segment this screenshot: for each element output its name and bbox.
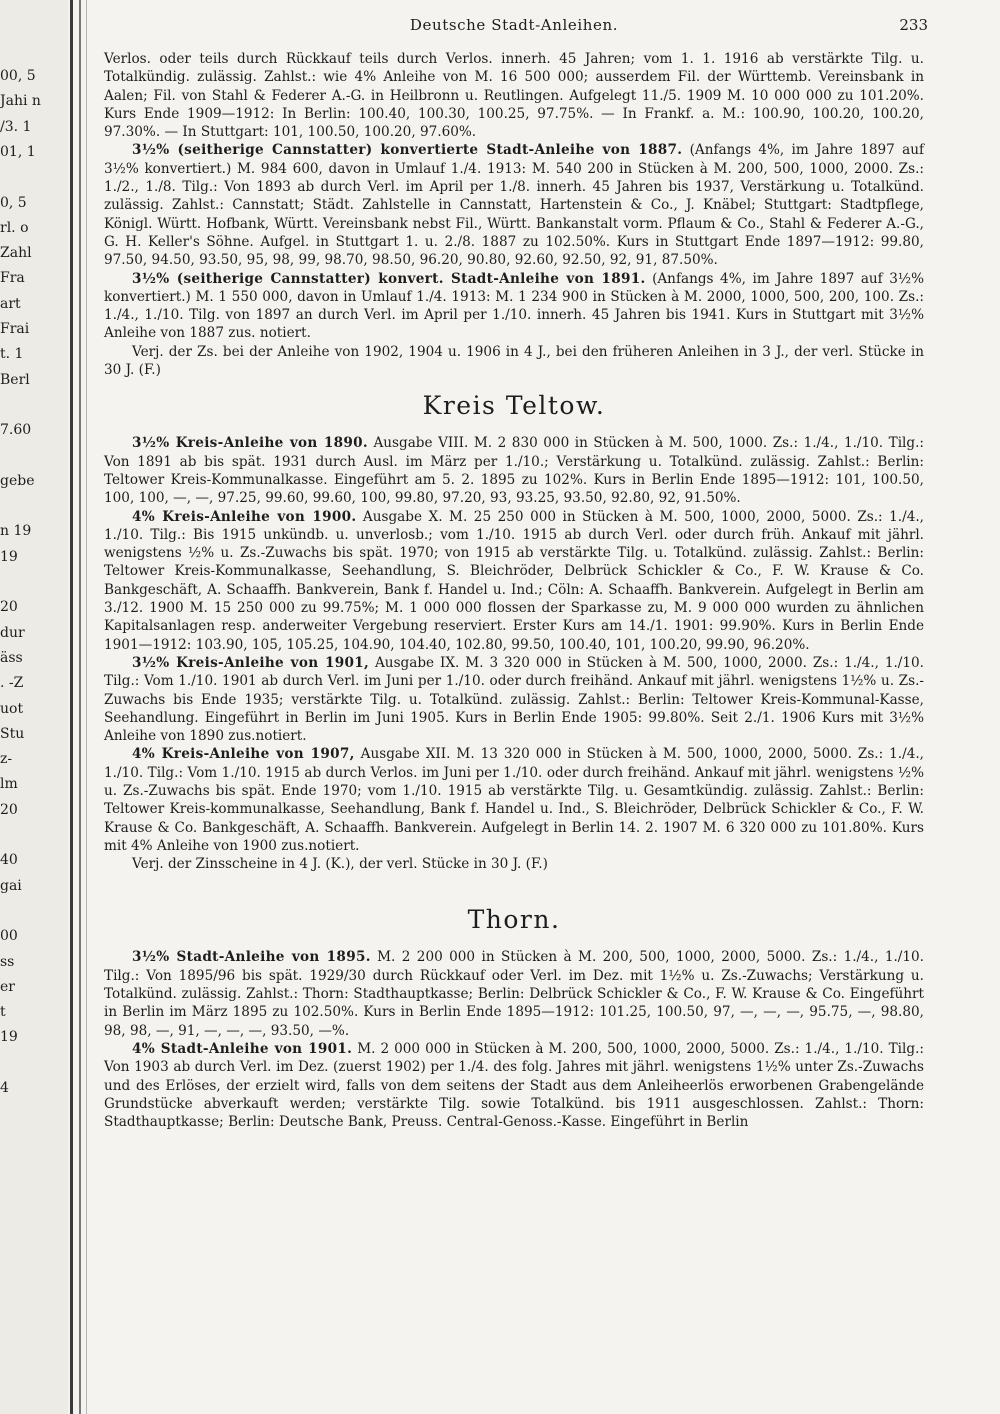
gutter-fragment: Jahi n <box>0 93 41 110</box>
gutter-fragment: dur <box>0 624 25 641</box>
gutter-fragment: . -Z <box>0 675 24 692</box>
stuttgart-entry-continued: Verlos. oder teils durch Rückkauf teils durch Verlos. innerh. 45 Jahren; vom 1. 1. 1916 ab verstärkte Tilg. u. Totalkündig. zulässig. Zahlst.: wie 4% Anleihe von M. 16 500 000; ausserdem Fil. der Württemb. Vereinsbank in Aalen; Fil. von Stahl & Federer A.-G. in Heilbronn u. Reutlingen. Aufgelegt 11./5. 1909 M. 10 000 000 zu 101.20%. Kurs Ende 1909—1912: In Berlin: 100.40, 100.30, 100.25, 97.75%. — In Frankf. a. M.: 100.90, 100.20, 100.20, 97.30%. — In Stuttgart: 101, 100.50, 100.20, 97.60%. <box>104 51 924 141</box>
gutter-fragment: gebe <box>0 472 35 489</box>
stuttgart-limitation-note: Verj. der Zs. bei der Anleihe von 1902, 1904 u. 1906 in 4 J., bei den früheren Anleihen in 3 J., der verl. Stücke in 30 J. (F.) <box>104 343 924 379</box>
teltow-loan-1907 <box>104 745 924 855</box>
binding-spine-shadow <box>70 0 73 1414</box>
gutter-fragment: 01, 1 <box>0 143 36 160</box>
gutter-fragment: Berl <box>0 371 30 388</box>
document-page <box>104 16 928 1131</box>
loan-title: 3½% Stadt-Anleihe von 1895. <box>132 949 371 966</box>
binding-spine-line <box>79 0 81 1414</box>
page-number: 233 <box>899 16 928 34</box>
loan-body: M. 2 000 000 in Stücken à M. 200, 500, 1000, 2000, 5000. Zs.: 1./4., 1./10. Tilg.: Von 1903 ab durch Verl. im Dez. (zuerst 1902) per 1./4. des folg. Jahres mit jährl. wenigstens 1½% unter Zs.-Zuwachs und des Erlöses, der erzielt wird, falls von dem seitens der Stadt aus dem Anleiheerlös erworbenen Grabengelände Grundstücke abverkauft werden; verstärkte Tilg. sowie Totalkünd. bis 1911 ausgeschlossen. Zahlst.: Thorn: Stadthauptkasse; Berlin: Deutsche Bank, Preuss. Central-Genoss.-Kasse. Eingeführt in Berlin <box>104 1040 924 1131</box>
gutter-fragment: Fra <box>0 270 25 287</box>
gutter-fragment: Frai <box>0 321 30 337</box>
gutter-fragment: /3. 1 <box>0 118 32 135</box>
gutter-fragment: 19 <box>0 548 18 565</box>
loan-body: (Anfangs 4%, im Jahre 1897 auf 3½% konvertiert.) M. 1 550 000, davon in Umlauf 1./4. 1913: M. 1 234 900 in Stücken à M. 2000, 1000, 500, 200, 100. Zs.: 1./4., 1./10. Tilg. von 1897 an durch Verl. im April per 1./10. innerh. 45 Jahren bis 1941. Kurs in Stuttgart mit 3½% Anleihe von 1887 zus. notiert. <box>104 270 924 342</box>
gutter-fragment: z- <box>0 751 13 768</box>
gutter-fragment: uot <box>0 700 24 717</box>
page-header <box>104 16 928 50</box>
loan-title: 3½% (seitherige Cannstatter) konvertierte Stadt-Anleihe von 1887. <box>132 142 683 159</box>
thorn-loan-1895 <box>104 948 924 1039</box>
gutter-fragment: 7.60 <box>0 422 32 439</box>
section-heading-thorn: Thorn. <box>467 905 561 935</box>
loan-body: Ausgabe VIII. M. 2 830 000 in Stücken à M. 500, 1000. Zs.: 1./4., 1./10. Tilg.: Von 1891 ab bis spät. 1931 durch Ausl. im März per 1./10.; Verstärkung u. Totalkünd. zulässig. Zahlst.: Berlin: Teltower Kreis-Kommunalkasse. Eingeführt am 5. 2. 1895 zu 102%. Kurs in Berlin Ende 1895—1912: 101, 100.50, 100, 100, —, —, 97.25, 99.60, 99.60, 100, 99.80, 97.20, 93, 93.25, 93.50, 92.80, 92, 91.50%. <box>104 435 924 507</box>
adjacent-page-gutter <box>0 0 68 1414</box>
gutter-fragment: 19 <box>0 1029 18 1046</box>
gutter-fragment: gai <box>0 877 22 894</box>
gutter-fragment: 00, 5 <box>0 68 36 84</box>
gutter-fragment: t. 1 <box>0 346 24 363</box>
loan-title: 3½% Kreis-Anleihe von 1901, <box>132 654 370 671</box>
gutter-fragment: n 19 <box>0 523 32 540</box>
loan-body: (Anfangs 4%, im Jahre 1897 auf 3½% konvertiert.) M. 984 600, davon in Umlauf 1./4. 1913: M. 540 200 in Stücken à M. 200, 500, 1000, 2000. Zs.: 1./2., 1./8. Tilg.: Von 1893 ab durch Verl. im April per 1./8. innerh. 45 Jahren bis 1937, Verstärkung u. Totalkünd. zulässig. Zahlst.: Cannstatt; Städt. Zahlstelle in Cannstatt, Hartenstein & Co., J. Knäbel; Stuttgart: Stadtpflege, Königl. Württ. Hofbank, Württ. Vereinsbank nebst Fil., Württ. Bankanstalt vorm. Pflaum & Co., Stahl & Federer A.-G., G. H. Keller's Söhne. Aufgel. in Stuttgart 1. u. 2./8. 1887 zu 102.50%. Kurs in Stuttgart Ende 1897—1912: 99.80, 97.50, 94.50, 93.50, 95, 98, 99, 98.70, 98.50, 96.20, 90.80, 92.60, 92.50, 92, 91, 87.50%. <box>104 142 924 269</box>
loan-body: Ausgabe XII. M. 13 320 000 in Stücken à M. 500, 1000, 2000, 5000. Zs.: 1./4., 1./10. Tilg.: Vom 1./10. 1915 ab durch Verlos. im Juni per 1./10. oder durch freihänd. Ankauf mit jährl. wenigstens ½% u. Zs.-Zuwachs bis spät. Ende 1970; vom 1./10. 1915 ab verstärkte Tilg. u. Gesamtkündig. zulässig. Zahlst.: Berlin: Teltower Kreis-kommunalkasse, Seehandlung, Bank f. Handel u. Ind., S. Bleichröder, Delbrück Schickler & Co., F. W. Krause & Co. Bankgeschäft, A. Schaaffh. Bankverein. Aufgelegt in Berlin 14. 2. 1907 M. 6 320 000 zu 101.80%. Kurs mit 4% Anleihe von 1900 zus.notiert. <box>104 746 924 854</box>
gutter-fragment: rl. o <box>0 219 29 236</box>
gutter-fragment: 4 <box>0 1080 9 1096</box>
gutter-fragment: 0, 5 <box>0 194 27 211</box>
thorn-loan-1901 <box>104 1040 924 1131</box>
teltow-loan-1890 <box>104 434 924 507</box>
section-heading-teltow: Kreis Teltow. <box>422 391 606 421</box>
teltow-loan-1900 <box>104 508 924 654</box>
loan-title: 3½% (seitherige Cannstatter) konvert. Stadt-Anleihe von 1891. <box>132 270 646 287</box>
loan-title: 4% Stadt-Anleihe von 1901. <box>132 1040 353 1057</box>
loan-title: 4% Kreis-Anleihe von 1900. <box>132 508 357 525</box>
stuttgart-loan-1891 <box>104 270 924 343</box>
stuttgart-loan-1887 <box>104 141 924 269</box>
gutter-fragment: t <box>0 1004 6 1021</box>
gutter-fragment: art <box>0 295 21 312</box>
gutter-fragment: äss <box>0 649 23 666</box>
gutter-fragment: ss <box>0 953 15 970</box>
running-title: Deutsche Stadt-Anleihen. <box>409 16 619 34</box>
gutter-fragment: Stu <box>0 725 25 742</box>
loan-body: Ausgabe IX. M. 3 320 000 in Stücken à M. 500, 1000, 2000. Zs.: 1./4., 1./10. Tilg.: Vom 1./10. 1901 ab durch Verl. im Juni per 1./10. oder durch freihänd. Ankauf mit jährl. wenigstens 1½% u. Zs.-Zuwachs bis Ende 1935; verstärkte Tilg. u. Totalkünd. zulässig. Zahlst.: Berlin: Teltower Kreis-Kommunal-Kasse, Seehandlung. Eingeführt in Berlin im Juni 1905. Kurs in Berlin Ende 1905: 99.80%. Seit 2./1. 1906 Kurs mit 3½% Anleihe von 1890 zus.notiert. <box>104 654 924 745</box>
gutter-fragment: lm <box>0 776 18 793</box>
gutter-fragment: 00 <box>0 928 18 945</box>
loan-title: 3½% Kreis-Anleihe von 1890. <box>132 435 368 452</box>
gutter-fragment: er <box>0 978 15 995</box>
loan-body: M. 2 200 000 in Stücken à M. 200, 500, 1000, 2000, 5000. Zs.: 1./4., 1./10. Tilg.: Von 1895/96 bis spät. 1929/30 durch Rückkauf oder Verl. im Dez. mit 1½% u. Zs.-Zuwachs; Verstärkung u. Totalkünd. zulässig. Zahlst.: Thorn: Stadthauptkasse; Berlin: Delbrück Schickler & Co., F. W. Krause & Co. Eingeführt in Berlin im März 1895 zu 102.50%. Kurs in Berlin Ende 1895—1912: 101.25, 100.50, 97, —, —, —, 95.75, —, 98.80, 98, 98, —, 91, —, —, —, 93.50, —%. <box>104 949 924 1039</box>
teltow-limitation-note: Verj. der Zinsscheine in 4 J. (K.), der verl. Stücke in 30 J. (F.) <box>132 856 548 873</box>
loan-body: Ausgabe X. M. 25 250 000 in Stücken à M. 500, 1000, 2000, 5000. Zs.: 1./4., 1./10. Tilg.: Bis 1915 unkündb. u. unverlosb.; vom 1./10. 1915 ab durch Verl. oder durch früh. Ankauf mit jährl. wenigstens ½% u. Zs.-Zuwachs bis spät. 1970; von 1915 ab verstärkte Tilg. u. Totalkünd. zulässig. Zahlst.: Berlin: Teltower Kreis-Kommunalkasse, Seehandlung, S. Bleichröder, Delbrück Schickler & Co., F. W. Krause & Co. Bankgeschäft, A. Schaaffh. Bankverein, Bank f. Handel u. Ind.; Cöln: A. Schaaffh. Bankverein. Aufgelegt in Berlin am 3./12. 1900 M. 15 250 000 zu 99.75%; M. 1 000 000 flossen der Sparkasse zu, M. 9 000 000 wurden zu ähnlichen Kapitalsanlagen resp. anderweiter Vergebung reserviert. Erster Kurs am 14./1. 1901: 99.90%. Kurs in Berlin Ende 1901—1912: 103.90, 105, 105.25, 104.90, 104.40, 102.80, 99.50, 100.40, 101, 100.20, 99.90, 96.20%. <box>104 508 924 653</box>
gutter-fragment: 20 <box>0 599 18 616</box>
gutter-fragment: 20 <box>0 801 18 818</box>
loan-title: 4% Kreis-Anleihe von 1907, <box>132 746 355 763</box>
gutter-fragment: 40 <box>0 852 18 869</box>
gutter-fragment: Zahl <box>0 245 32 262</box>
teltow-loan-1901 <box>104 654 924 745</box>
binding-spine-edge <box>86 0 87 1414</box>
